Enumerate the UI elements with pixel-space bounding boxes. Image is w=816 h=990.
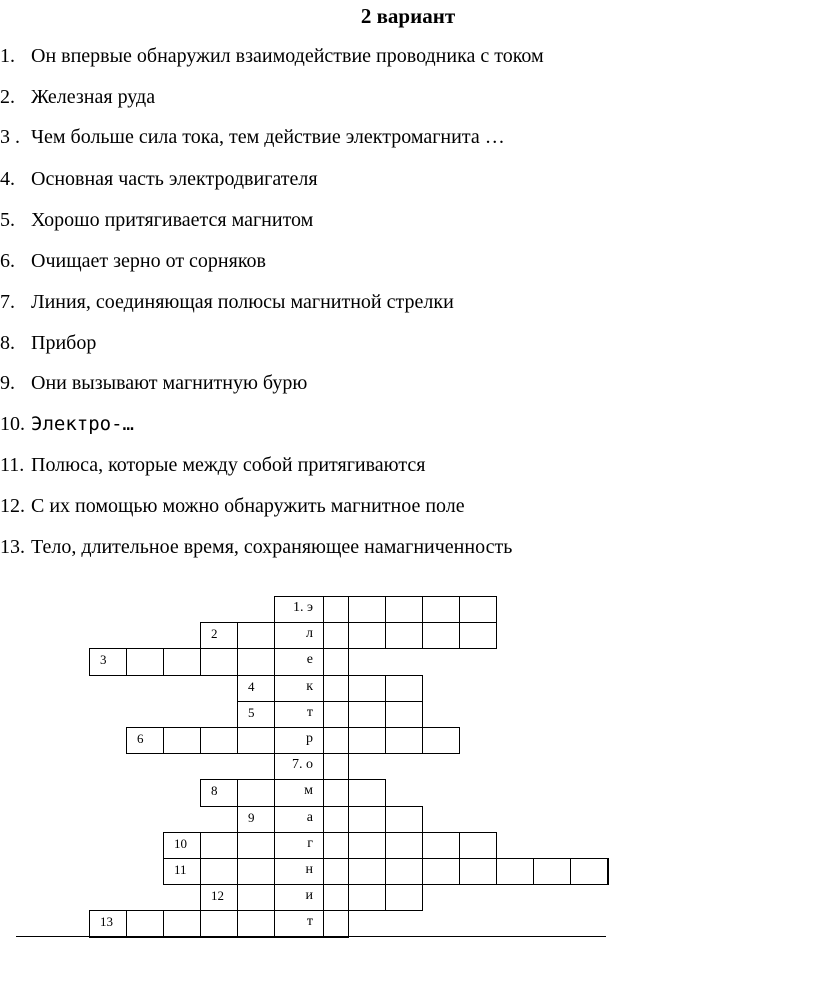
clue-number-label: 13 bbox=[100, 914, 113, 930]
crossword-cell[interactable] bbox=[323, 910, 349, 937]
crossword-cell[interactable] bbox=[422, 727, 460, 754]
crossword-cell[interactable] bbox=[385, 858, 423, 885]
key-letter: и bbox=[305, 888, 313, 904]
crossword-cell[interactable] bbox=[163, 727, 201, 754]
crossword-cell[interactable] bbox=[348, 779, 386, 806]
question-text: Электро-… bbox=[31, 413, 134, 435]
crossword-cell[interactable] bbox=[237, 910, 275, 937]
question-1 bbox=[0, 44, 544, 68]
crossword-cell[interactable] bbox=[323, 648, 349, 675]
crossword-cell[interactable] bbox=[274, 858, 324, 885]
key-letter: м bbox=[304, 783, 313, 799]
question-number: 5. bbox=[0, 209, 15, 231]
crossword-cell[interactable] bbox=[385, 622, 423, 649]
crossword-cell[interactable] bbox=[274, 622, 324, 649]
crossword-cell[interactable] bbox=[385, 596, 423, 623]
crossword-cell[interactable] bbox=[89, 648, 127, 675]
question-number: 3 . bbox=[0, 126, 20, 148]
crossword-cell[interactable] bbox=[237, 779, 275, 806]
crossword-cell[interactable] bbox=[274, 832, 324, 859]
question-3 bbox=[0, 125, 505, 149]
question-number: 11. bbox=[0, 454, 25, 476]
question-12 bbox=[0, 494, 465, 518]
crossword-cell[interactable] bbox=[237, 832, 275, 859]
crossword-cell[interactable] bbox=[348, 884, 386, 911]
question-13 bbox=[0, 535, 512, 559]
question-11 bbox=[0, 453, 425, 477]
crossword-cell[interactable] bbox=[385, 806, 423, 833]
question-number: 1. bbox=[0, 45, 15, 67]
clue-number-label: 10 bbox=[174, 835, 187, 851]
question-number: 8. bbox=[0, 332, 15, 354]
crossword-cell[interactable] bbox=[274, 806, 324, 833]
crossword-cell[interactable] bbox=[126, 648, 164, 675]
crossword-cell[interactable] bbox=[163, 832, 201, 859]
crossword-cell[interactable] bbox=[323, 832, 349, 859]
crossword-cell[interactable] bbox=[459, 622, 497, 649]
crossword-cell[interactable] bbox=[323, 806, 349, 833]
question-text: Железная руда bbox=[31, 86, 156, 108]
crossword-cell[interactable] bbox=[163, 858, 201, 885]
clue-number-label: 6 bbox=[137, 731, 144, 746]
clue-number-label: 4 bbox=[248, 678, 255, 694]
crossword-cell[interactable] bbox=[274, 675, 324, 702]
crossword-cell[interactable] bbox=[323, 701, 349, 728]
crossword-cell[interactable] bbox=[274, 727, 324, 754]
crossword-cell[interactable] bbox=[274, 884, 324, 911]
baseline-rule bbox=[16, 936, 606, 937]
crossword-cell[interactable] bbox=[323, 779, 349, 806]
crossword-cell[interactable] bbox=[89, 910, 127, 937]
crossword-cell[interactable] bbox=[163, 648, 201, 675]
key-letter: н bbox=[305, 862, 313, 877]
crossword-cell[interactable] bbox=[237, 858, 275, 885]
question-number: 9. bbox=[0, 372, 15, 394]
question-number: 12. bbox=[0, 495, 25, 517]
question-number: 6. bbox=[0, 250, 15, 272]
crossword-cell[interactable] bbox=[274, 648, 324, 675]
question-number: 4. bbox=[0, 168, 15, 190]
question-text: Они вызывают магнитную бурю bbox=[31, 372, 308, 394]
crossword-cell[interactable] bbox=[385, 832, 423, 859]
crossword-cell[interactable] bbox=[323, 622, 349, 649]
crossword-cell[interactable] bbox=[200, 648, 238, 675]
crossword-cell[interactable] bbox=[200, 910, 238, 937]
crossword-cell[interactable] bbox=[274, 910, 324, 937]
crossword-cell[interactable] bbox=[348, 727, 386, 754]
crossword-cell[interactable] bbox=[126, 727, 164, 754]
crossword-cell[interactable] bbox=[533, 858, 571, 885]
question-text: Основная часть электродвигателя bbox=[31, 168, 318, 190]
crossword-cell[interactable] bbox=[459, 596, 497, 623]
question-text: Чем больше сила тока, тем действие электромагнита … bbox=[31, 126, 505, 148]
crossword-cell[interactable] bbox=[323, 596, 349, 623]
question-number: 10. bbox=[0, 413, 25, 435]
crossword-cell[interactable] bbox=[385, 727, 423, 754]
crossword-cell[interactable] bbox=[237, 622, 275, 649]
crossword-cell[interactable] bbox=[459, 832, 497, 859]
key-letter: 7. о bbox=[292, 757, 313, 773]
question-5 bbox=[0, 208, 313, 232]
crossword-cell[interactable] bbox=[200, 727, 238, 754]
question-8 bbox=[0, 331, 96, 355]
crossword-cell[interactable] bbox=[348, 806, 386, 833]
crossword-cell[interactable] bbox=[348, 596, 386, 623]
key-letter: т bbox=[306, 704, 313, 720]
question-4 bbox=[0, 167, 318, 191]
crossword-cell[interactable] bbox=[126, 910, 164, 937]
crossword-cell[interactable] bbox=[348, 675, 386, 702]
key-letter: к bbox=[306, 678, 313, 694]
crossword-cell[interactable] bbox=[274, 596, 324, 623]
crossword-cell[interactable] bbox=[237, 806, 275, 833]
page-title: 2 вариант bbox=[360, 4, 456, 28]
key-letter: л bbox=[306, 626, 313, 642]
crossword-cell[interactable] bbox=[323, 753, 349, 780]
crossword-cell[interactable] bbox=[274, 701, 324, 728]
crossword-cell[interactable] bbox=[200, 858, 238, 885]
crossword-cell[interactable] bbox=[422, 832, 460, 859]
question-text: С их помощью можно обнаружить магнитное поле bbox=[31, 495, 465, 517]
crossword-cell[interactable] bbox=[459, 858, 497, 885]
crossword-cell[interactable] bbox=[163, 910, 201, 937]
clue-number-label: 8 bbox=[211, 783, 218, 799]
crossword-cell[interactable] bbox=[323, 675, 349, 702]
crossword-cell[interactable] bbox=[385, 675, 423, 702]
crossword-cell[interactable] bbox=[570, 858, 608, 885]
question-10 bbox=[0, 412, 134, 436]
crossword-cell[interactable] bbox=[323, 884, 349, 911]
question-number: 2. bbox=[0, 86, 15, 108]
crossword-cell[interactable] bbox=[348, 832, 386, 859]
question-text: Полюса, которые между собой притягиваются bbox=[31, 454, 426, 476]
clue-number-label: 2 bbox=[211, 626, 218, 642]
crossword-cell[interactable] bbox=[200, 832, 238, 859]
clue-number-label: 9 bbox=[248, 809, 255, 825]
question-text: Он впервые обнаружил взаимодействие проводника с током bbox=[31, 45, 544, 67]
crossword-cell[interactable] bbox=[274, 753, 324, 780]
crossword-cell[interactable] bbox=[237, 884, 275, 911]
key-letter: г bbox=[307, 835, 313, 851]
crossword-cell[interactable] bbox=[496, 858, 534, 885]
clue-number-label: 11 bbox=[174, 862, 187, 877]
crossword-cell[interactable] bbox=[200, 779, 238, 806]
crossword-cell[interactable] bbox=[422, 596, 460, 623]
crossword-cell[interactable] bbox=[323, 727, 349, 754]
crossword-cell[interactable] bbox=[422, 622, 460, 649]
crossword-cell[interactable] bbox=[274, 779, 324, 806]
key-letter: т bbox=[306, 914, 313, 930]
crossword-cell[interactable] bbox=[200, 622, 238, 649]
question-text: Прибор bbox=[31, 332, 97, 354]
crossword-cell[interactable] bbox=[200, 884, 238, 911]
crossword-cell[interactable] bbox=[385, 884, 423, 911]
crossword-cell[interactable] bbox=[348, 622, 386, 649]
key-letter: 1. э bbox=[292, 600, 313, 615]
crossword-cell[interactable] bbox=[237, 701, 275, 728]
crossword-cell[interactable] bbox=[323, 858, 349, 885]
crossword-cell[interactable] bbox=[237, 675, 275, 702]
clue-number-label: 5 bbox=[248, 704, 255, 720]
question-7 bbox=[0, 290, 454, 314]
key-letter: а bbox=[306, 809, 313, 825]
question-6 bbox=[0, 249, 266, 273]
crossword-cell[interactable] bbox=[348, 701, 386, 728]
clue-number-label: 3 bbox=[100, 652, 107, 668]
crossword-cell[interactable] bbox=[607, 858, 609, 885]
crossword-cell[interactable] bbox=[385, 701, 423, 728]
question-text: Линия, соединяющая полюсы магнитной стрелки bbox=[31, 291, 454, 313]
crossword-cell[interactable] bbox=[348, 858, 386, 885]
crossword-cell[interactable] bbox=[237, 727, 275, 754]
question-text: Тело, длительное время, сохраняющее намагниченность bbox=[31, 536, 513, 558]
crossword-cell[interactable] bbox=[422, 858, 460, 885]
question-number: 13. bbox=[0, 536, 25, 558]
crossword-cell[interactable] bbox=[237, 648, 275, 675]
question-9 bbox=[0, 371, 307, 395]
key-letter: р bbox=[306, 731, 313, 746]
question-number: 7. bbox=[0, 291, 15, 313]
question-text: Очищает зерно от сорняков bbox=[31, 250, 266, 272]
key-letter: е bbox=[306, 652, 313, 668]
clue-number-label: 12 bbox=[211, 888, 224, 904]
question-text: Хорошо притягивается магнитом bbox=[31, 209, 314, 231]
question-2 bbox=[0, 85, 155, 109]
